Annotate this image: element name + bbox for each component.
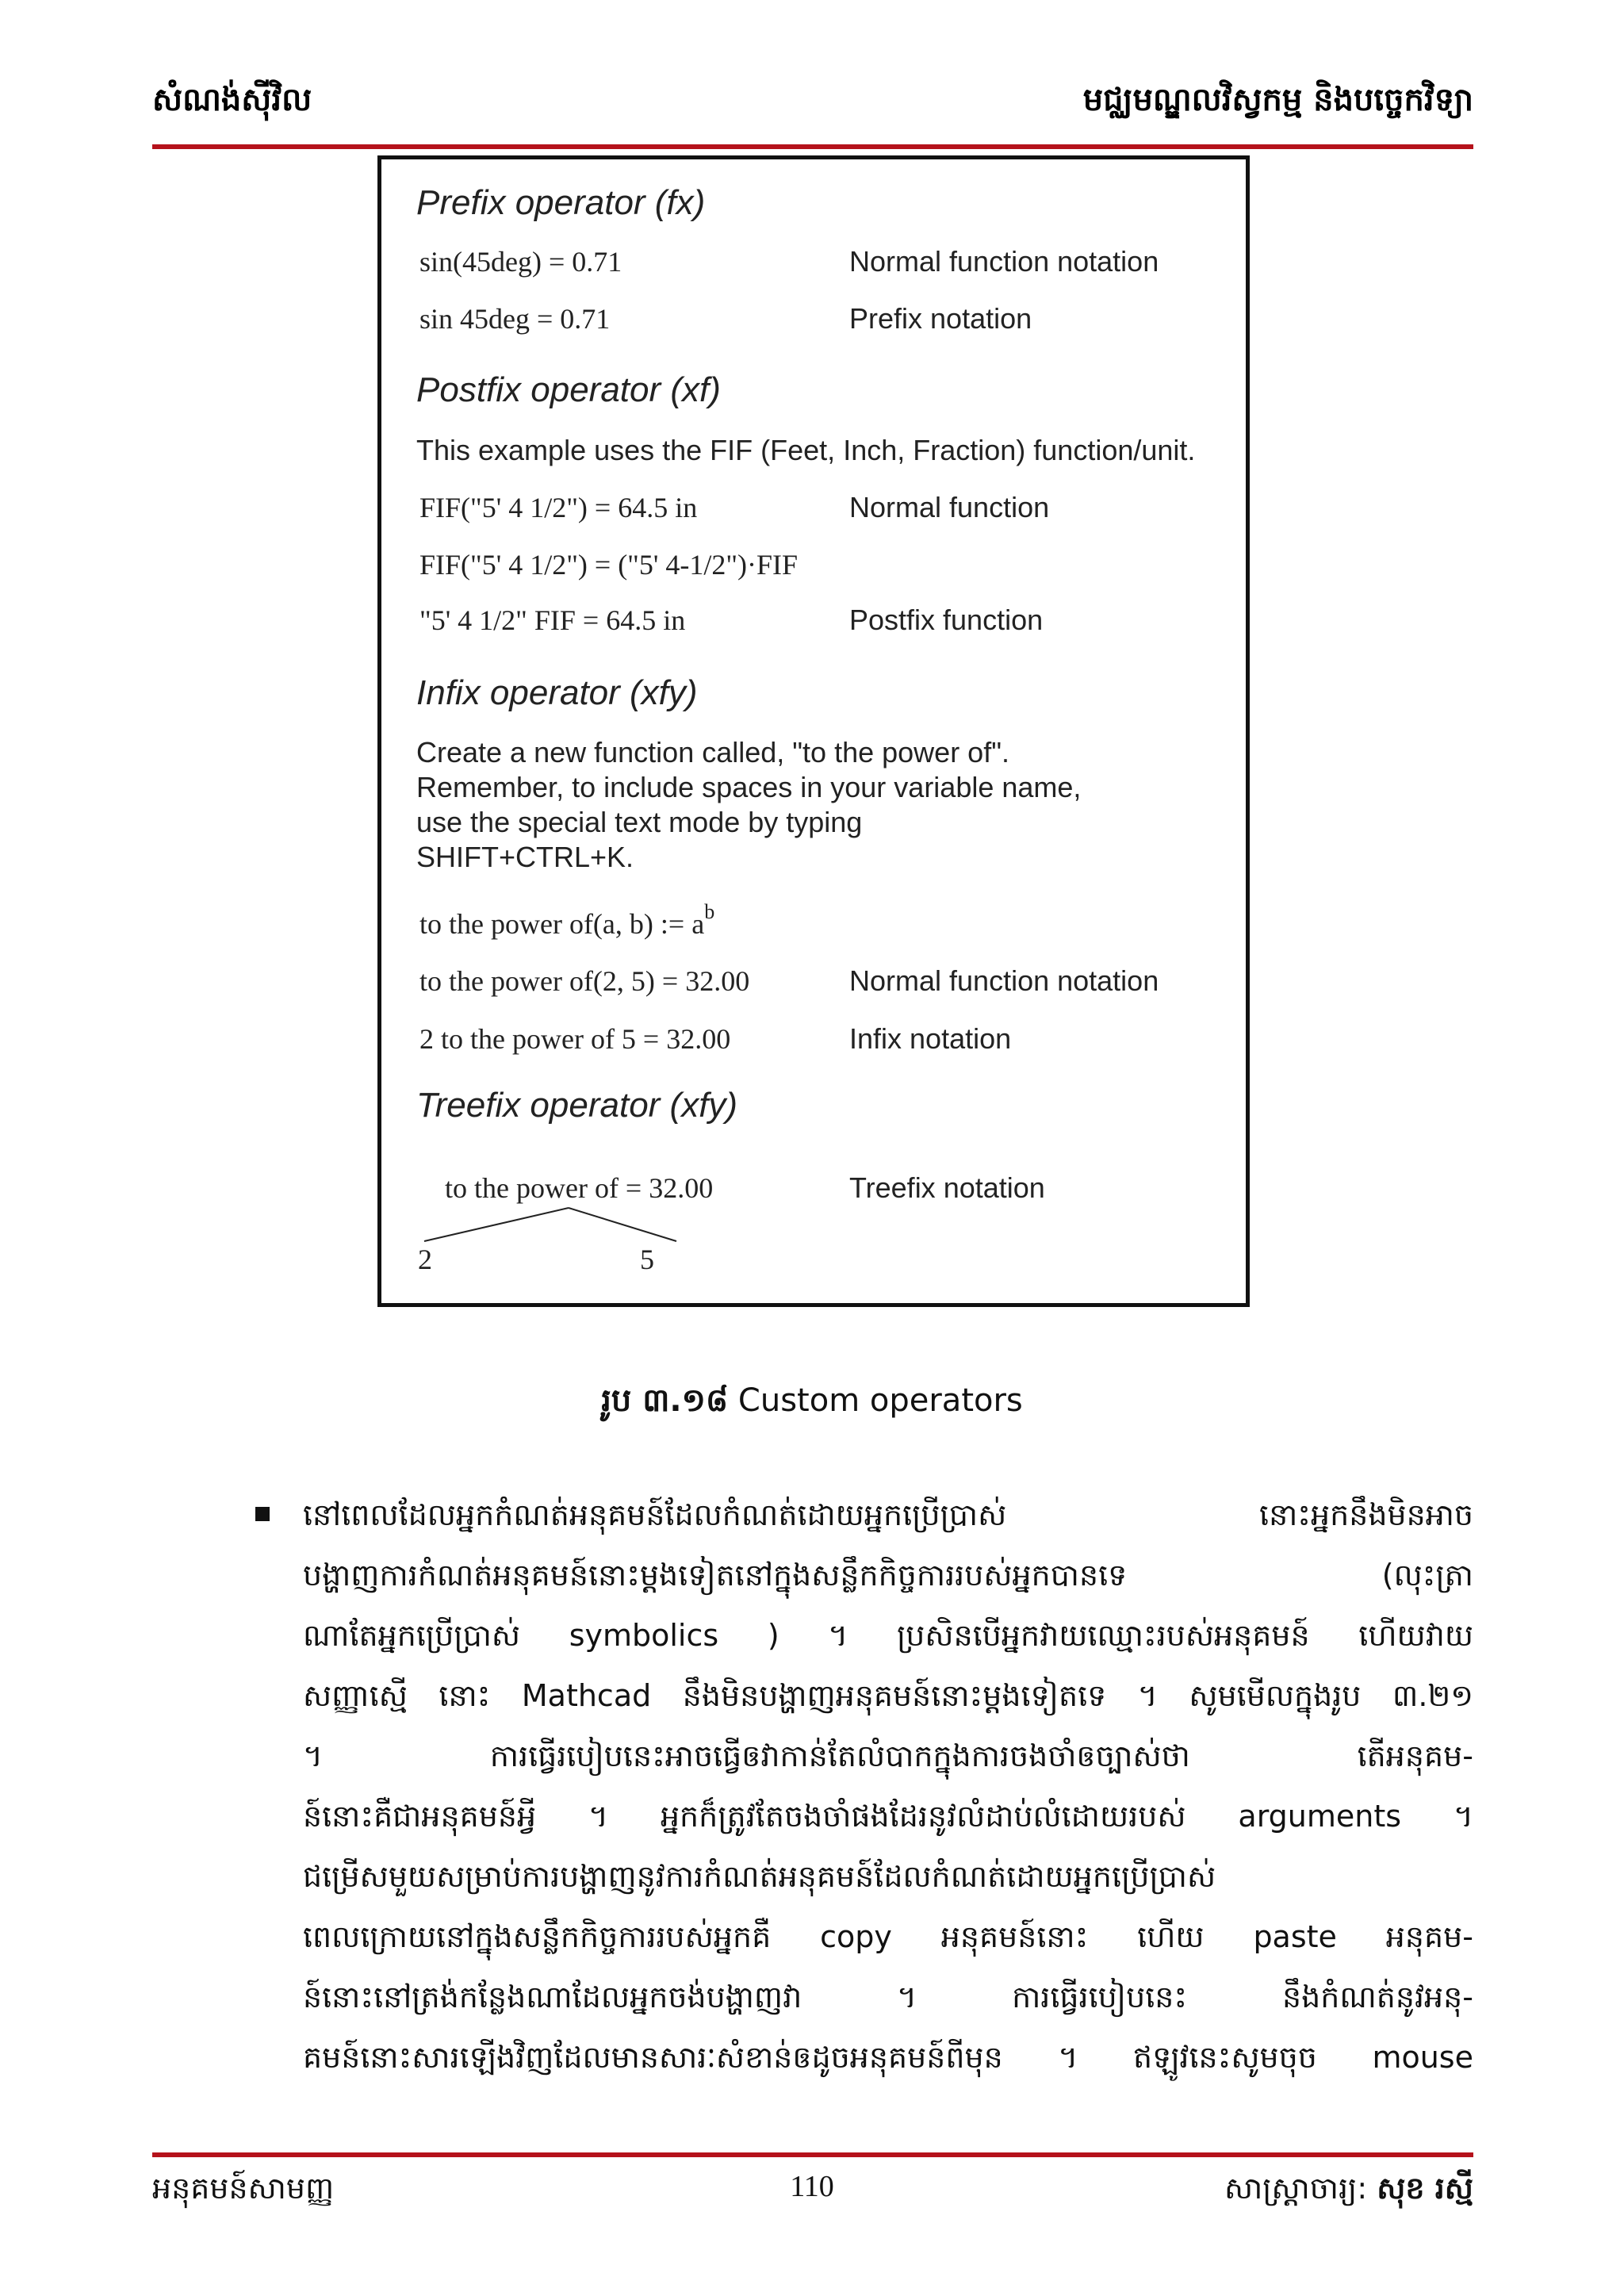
postfix-row3-note: Postfix function	[849, 604, 1044, 636]
footer-left-text: អនុគមន៍សាមញ្ញ	[152, 2171, 335, 2206]
treefix-title: Treefix operator (xfy)	[416, 1086, 738, 1125]
body-line: សញ្ញាស្មើ នោះ Mathcad នឹងមិនបង្ហាញអនុគមន៍នោះម្តងទៀតទេ ។ សូមមើលក្នុងរូប ៣.២១	[303, 1678, 1473, 1713]
prefix-title: Prefix operator (fx)	[416, 183, 706, 222]
header-left-title: សំណង់ស៊ីវិល	[152, 82, 312, 118]
treefix-note: Treefix notation	[849, 1171, 1045, 1204]
postfix-title: Postfix operator (xf)	[416, 370, 721, 409]
body-line: ណាតែអ្នកប្រើប្រាស់ symbolics ) ។ ប្រសិនបើអ្នកវាយឈ្មោះរបស់អនុគមន៍ ហើយវាយ	[303, 1618, 1473, 1653]
prefix-row2-math: sin 45deg = 0.71	[419, 303, 611, 335]
postfix-row2-math: FIF("5' 4 1/2") = ("5' 4-1/2")·FIF	[419, 549, 799, 581]
treefix-branch-lines	[413, 1203, 699, 1267]
postfix-row1-math: FIF("5' 4 1/2") = 64.5 in	[419, 492, 698, 523]
header-rule	[152, 144, 1473, 149]
infix-def-math: to the power of(a, b) := $a^b$	[419, 900, 715, 940]
postfix-desc: This example uses the FIF (Feet, Inch, Fraction) function/unit.	[416, 434, 1196, 466]
infix-row1-note: Normal function notation	[849, 964, 1159, 997]
body-line: នៅពេលដែលអ្នកកំណត់អនុគមន៍ដែលកំណត់ដោយអ្នកប្រើប្រាស់ នោះអ្នកនឹងមិនអាច	[303, 1497, 1473, 1532]
infix-desc: Create a new function called, "to the power of". Remember, to include spaces in your variable name, use the special text mode by typing SHIFT+CTRL+K.	[416, 736, 1082, 873]
footer-author: សាស្ត្រាចារ្យ: សុខ រស្មី	[1224, 2171, 1473, 2206]
infix-title: Infix operator (xfy)	[416, 673, 698, 712]
body-line: គមន៍នោះសារឡើងវិញដែលមានសារៈសំខាន់ឲដូចអនុគមន៍ពីមុន ។ ឥឡូវនេះសូមចុច mouse	[303, 2040, 1473, 2075]
page-number: 110	[790, 2170, 834, 2203]
infix-row2-note: Infix notation	[849, 1022, 1012, 1055]
body-line: ពេលក្រោយនៅក្នុងសន្លឹកកិច្ចការរបស់អ្នកគឺ copy អនុគមន៍នោះ ហើយ paste អនុគម-	[303, 1919, 1473, 1954]
prefix-row1-note: Normal function notation	[849, 245, 1159, 278]
infix-row2-math: 2 to the power of 5 = 32.00	[419, 1023, 731, 1055]
prefix-row1-math: sin(45deg) = 0.71	[419, 246, 622, 278]
body-paragraph	[303, 1485, 1473, 2087]
treefix-top-math: to the power of = 32.00	[445, 1172, 714, 1204]
body-line: ជម្រើសមួយសម្រាប់ការបង្ហាញនូវការកំណត់អនុគមន៍ដែលកំណត់ដោយអ្នកប្រើប្រាស់	[303, 1859, 1216, 1894]
prefix-row2-note: Prefix notation	[849, 302, 1032, 335]
figure-caption: រូប ៣.១៨ Custom operators	[601, 1382, 1023, 1419]
postfix-row1-note: Normal function	[849, 491, 1050, 523]
footer-rule	[152, 2152, 1473, 2157]
body-line: ន៍នោះគឺជាអនុគមន៍អ្វី ។ អ្នកក៏ត្រូវតែចងចាំផងដែរនូវលំដាប់លំដោយរបស់ arguments ។	[303, 1799, 1473, 1834]
body-line: បង្ហាញការកំណត់អនុគមន៍នោះម្តងទៀតនៅក្នុងសន្លឹកកិច្ចការរបស់អ្នកបានទេ (លុះត្រា	[303, 1558, 1473, 1593]
header-right-title: មជ្ឈមណ្ឌលវិស្វកម្ម និងបច្ចេកវិទ្យា	[1082, 82, 1473, 118]
body-line: ។ ការធ្វើរបៀបនេះអាចធ្វើឲវាកាន់តែលំបាកក្នុងការចងចាំឲច្បាស់ថា តើអនុគម-	[303, 1738, 1473, 1773]
figure-box	[377, 155, 1250, 1307]
bullet-square-icon	[255, 1507, 270, 1521]
infix-row1-math: to the power of(2, 5) = 32.00	[419, 965, 750, 997]
postfix-row3-math: "5' 4 1/2" FIF = 64.5 in	[419, 604, 686, 636]
treefix-leaf-left: 2	[418, 1244, 432, 1275]
body-line: ន៍នោះនៅត្រង់កន្លែងណាដែលអ្នកចង់បង្ហាញវា ។ ការធ្វើរបៀបនេះ នឹងកំណត់នូវអនុ-	[303, 1980, 1473, 2014]
treefix-leaf-right: 5	[640, 1244, 654, 1275]
